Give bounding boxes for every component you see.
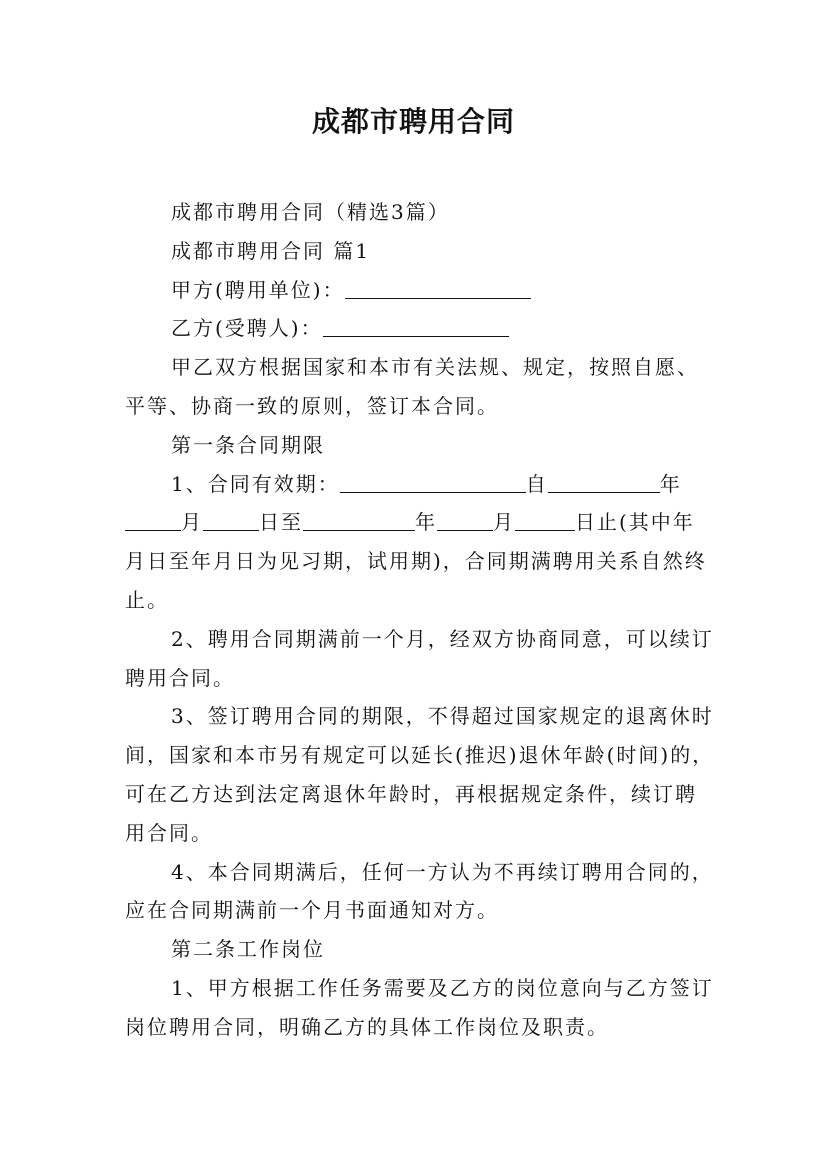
start-day-blank	[203, 510, 259, 531]
from-label: 自	[525, 471, 548, 496]
paragraph-preamble: 甲乙双方根据国家和本市有关法规、规定，按照自愿、平等、协商一致的原则，签订本合同。	[125, 355, 699, 418]
term-blank	[340, 472, 526, 493]
month-label: 月	[181, 510, 203, 535]
end-month-label: 月	[493, 510, 515, 535]
day-to-label: 日至	[259, 510, 303, 535]
end-year-blank	[303, 510, 415, 531]
term-label: 1、合同有效期：	[171, 471, 340, 496]
paragraph-party-a	[125, 271, 715, 310]
end-day-blank	[515, 510, 575, 531]
start-year-blank	[548, 472, 660, 493]
year-label: 年	[659, 471, 682, 496]
paragraph-article-1-item-3: 3、签订聘用合同的期限，不得超过国家规定的退离休时间，国家和本市另有规定可以延长(推迟)退休年龄(时间)的，可在乙方达到法定离退休年龄时，再根据规定条件，续订聘用合同。	[125, 704, 715, 845]
paragraph-article-1-item-2: 2、聘用合同期满前一个月，经双方协商同意，可以续订聘用合同。	[125, 626, 714, 690]
party-a-label: 甲方(聘用单位)：	[171, 277, 345, 302]
paragraph-party-b	[125, 309, 715, 348]
end-year-label: 年	[415, 510, 437, 535]
paragraph-article-2-item-1: 1、甲方根据工作任务需要及乙方的岗位意向与乙方签订岗位聘用合同，明确乙方的具体工作岗位及职责。	[125, 975, 714, 1039]
party-b-label: 乙方(受聘人)：	[171, 316, 323, 341]
start-month-blank	[125, 510, 181, 531]
term-end-text: 日止(其中年月日至年月日为见习期，试用期)，合同期满聘用关系自然终止。	[125, 510, 707, 612]
paragraph-article-1-heading: 第一条合同期限	[171, 432, 325, 457]
party-b-blank	[323, 316, 509, 337]
party-a-blank	[345, 278, 531, 299]
paragraph-article-1-item-4: 4、本合同期满后，任何一方认为不再续订聘用合同的，应在合同期满前一个月书面通知对方。	[125, 859, 714, 923]
document-title: 成都市聘用合同	[311, 105, 515, 138]
end-month-blank	[437, 510, 493, 531]
paragraph-article-1-item-1	[125, 465, 715, 620]
paragraph-article-2-heading: 第二条工作岗位	[171, 937, 325, 962]
paragraph-subtitle: 成都市聘用合同（精选3篇）	[171, 200, 450, 224]
document-body	[125, 193, 715, 1047]
paragraph-section-heading: 成都市聘用合同 篇1	[171, 238, 371, 263]
